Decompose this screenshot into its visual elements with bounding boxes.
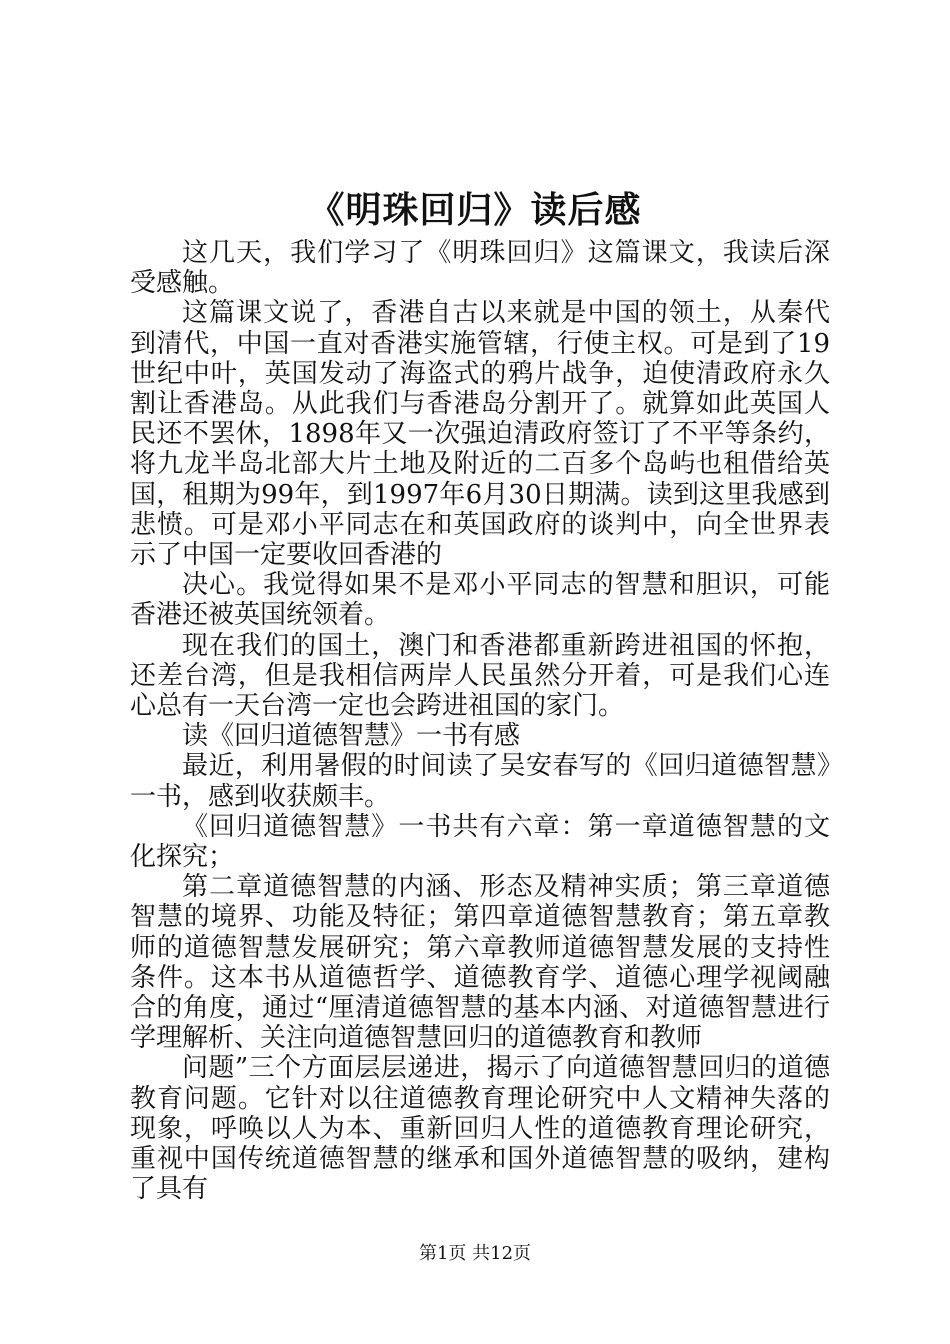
page-footer: 第1页 共12页 <box>418 1243 532 1264</box>
paragraph: 问题”三个方面层层递进，揭示了向道德智慧回归的道德教育问题。它针对以往道德教育理论研究中人文精神失落的现象，呼唤以人为本、重新回归人性的道德教育理论研究，重视中国传统道德智慧的继承和国外道德智慧的吸纳，建构了具有 <box>130 1053 830 1205</box>
subheading: 读《回归道德智慧》一书有感 <box>182 721 521 752</box>
paragraph: 最近，利用暑假的时间读了吴安春写的《回归道德智慧》一书，感到收获颇丰。 <box>130 751 830 812</box>
paragraph: 第二章道德智慧的内涵、形态及精神实质；第三章道德智慧的境界、功能及特征；第四章道德智慧教育；第五章教师的道德智慧发展研究；第六章教师道德智慧发展的支持性条件。这本书从道德哲学、道德教育学、道德心理学视阈融合的角度，通过“厘清道德智慧的基本内涵、对道德智慧进行学理解析、关注向道德智慧回归的道德教育和教师 <box>130 872 830 1054</box>
document-body <box>130 238 830 1205</box>
paragraph: 现在我们的国土，澳门和香港都重新跨进祖国的怀抱，还差台湾，但是我相信两岸人民虽然分开着，可是我们心连心总有一天台湾一定也会跨进祖国的家门。 <box>130 630 830 722</box>
paragraph: 决心。我觉得如果不是邓小平同志的智慧和胆识，可能香港还被英国统领着。 <box>130 570 830 631</box>
page-title: 《明珠回归》读后感 <box>308 189 642 231</box>
paragraph: 这几天，我们学习了《明珠回归》这篇课文，我读后深受感触。 <box>130 238 830 299</box>
paragraph: 这篇课文说了，香港自古以来就是中国的领土，从秦代到清代，中国一直对香港实施管辖，行使主权。可是到了19世纪中叶，英国发动了海盗式的鸦片战争，迫使清政府永久割让香港岛。从此我们与香港岛分割开了。就算如此英国人民还不罢休，1898年又一次强迫清政府签订了不平等条约，将九龙半岛北部大片土地及附近的二百多个岛屿也租借给英国，租期为99年，到1997年6月30日期满。读到这里我感到悲愤。可是邓小平同志在和英国政府的谈判中，向全世界表示了中国一定要收回香港的 <box>130 298 830 571</box>
paragraph: 《回归道德智慧》一书共有六章：第一章道德智慧的文化探究； <box>130 811 830 873</box>
